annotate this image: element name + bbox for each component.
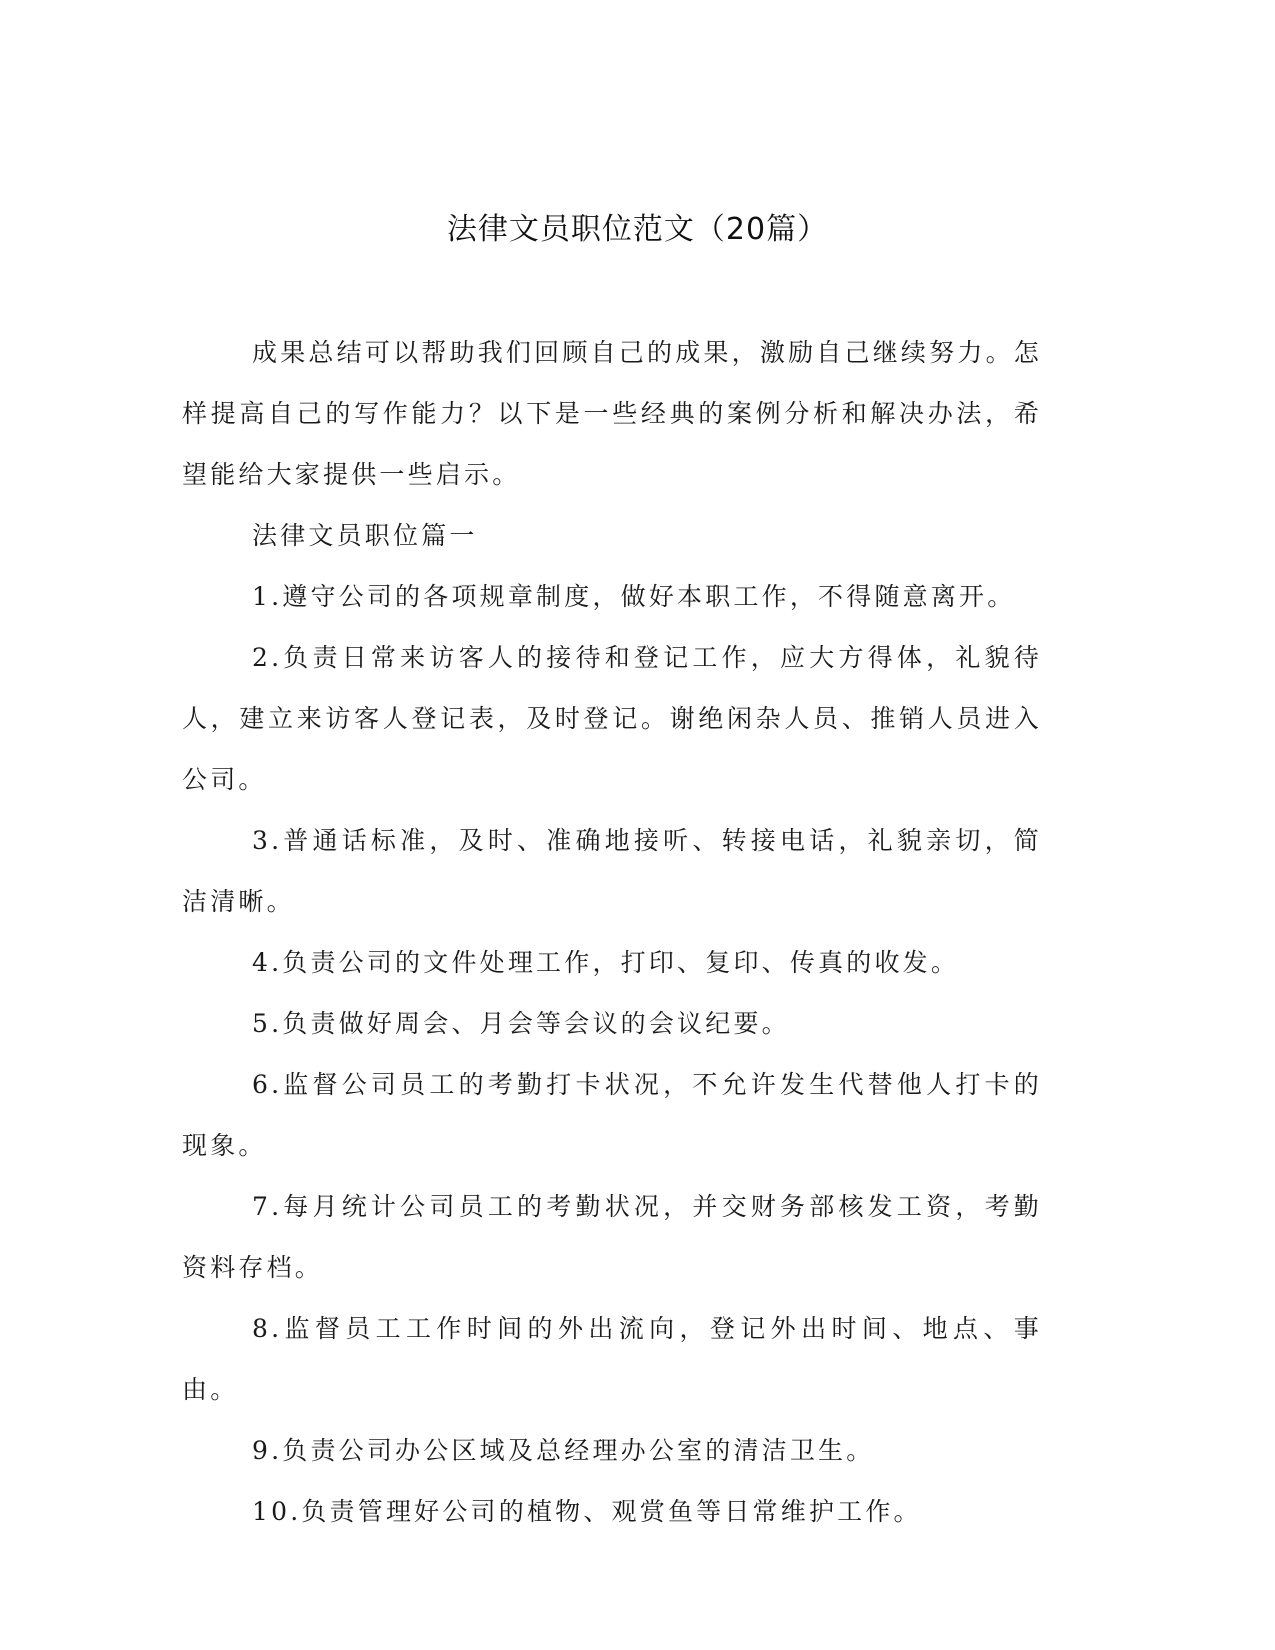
list-item-4: 4.负责公司的文件处理工作，打印、复印、传真的收发。	[252, 948, 960, 977]
list-item-5: 5.负责做好周会、月会等会议的会议纪要。	[252, 1009, 790, 1038]
list-item-7: 7.每月统计公司员工的考勤状况，并交财务部核发工资，考勤资料存档。	[182, 1192, 1042, 1282]
list-item-2: 2.负责日常来访客人的接待和登记工作，应大方得体，礼貌待人，建立来访客人登记表，及时登记。谢绝闲杂人员、推销人员进入公司。	[182, 643, 1042, 794]
intro-paragraph: 成果总结可以帮助我们回顾自己的成果，激励自己继续努力。怎样提高自己的写作能力？以下是一些经典的案例分析和解决办法，希望能给大家提供一些启示。	[182, 338, 1042, 489]
list-item-10: 10.负责管理好公司的植物、观赏鱼等日常维护工作。	[252, 1497, 922, 1526]
list-item-8: 8.监督员工工作时间的外出流向，登记外出时间、地点、事由。	[182, 1314, 1042, 1404]
list-item-9: 9.负责公司办公区域及总经理办公室的清洁卫生。	[252, 1436, 875, 1465]
document-body	[182, 322, 1042, 1542]
document-title: 法律文员职位范文（20篇）	[446, 212, 829, 247]
list-item-3: 3.普通话标准，及时、准确地接听、转接电话，礼貌亲切，简洁清晰。	[182, 826, 1042, 916]
section-heading: 法律文员职位篇一	[252, 521, 478, 550]
list-item-1: 1.遵守公司的各项规章制度，做好本职工作，不得随意离开。	[252, 582, 1016, 611]
list-item-6: 6.监督公司员工的考勤打卡状况，不允许发生代替他人打卡的现象。	[182, 1070, 1042, 1160]
